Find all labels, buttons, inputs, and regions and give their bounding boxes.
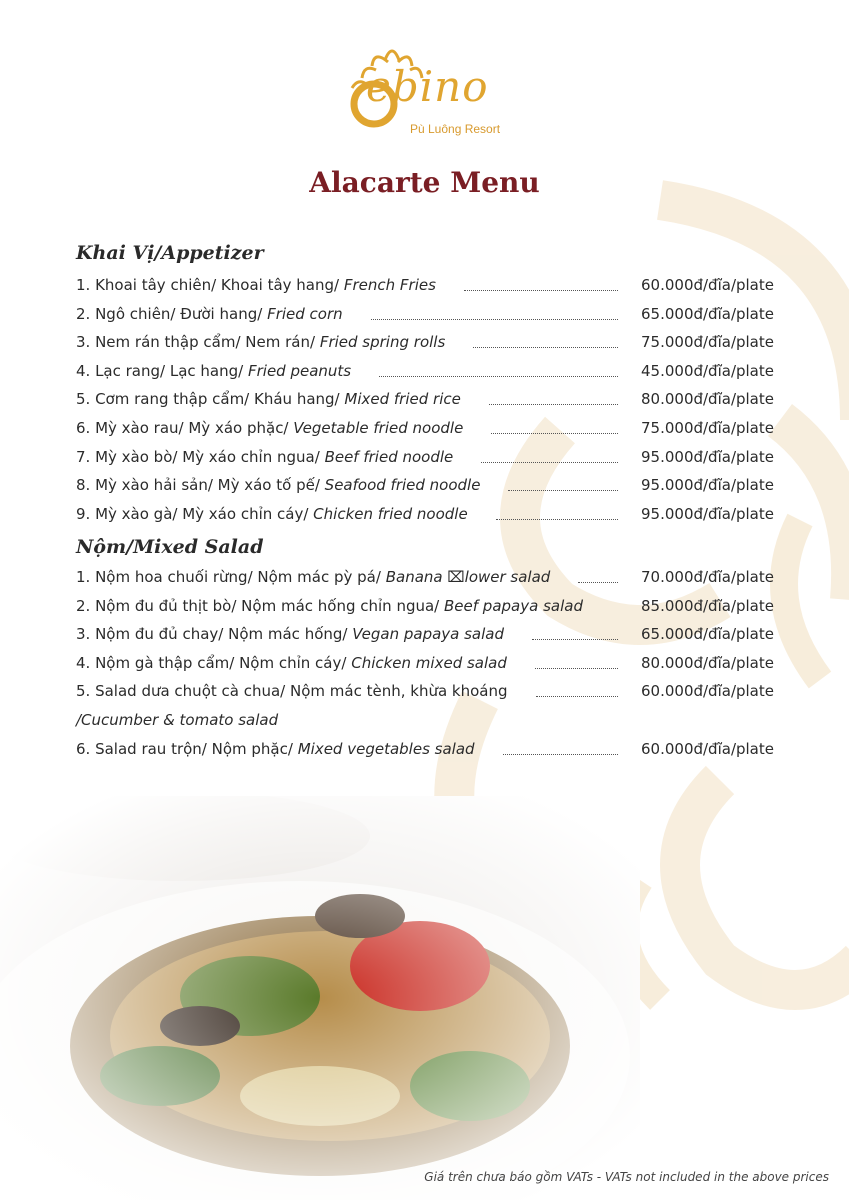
menu-item-price: 60.000đ/đĩa/plate <box>641 276 774 294</box>
menu-item-vietnamese-name: 1. Nộm hoa chuối rừng/ Nộm mác pỳ pá/ <box>76 568 381 586</box>
menu-item-row <box>76 390 774 414</box>
menu-item-price: 75.000đ/đĩa/plate <box>641 333 774 352</box>
menu-item-vietnamese-name: 6. Salad rau trộn/ Nộm phặc/ <box>76 739 293 758</box>
dot-leader <box>491 433 618 434</box>
dot-leader <box>489 404 618 405</box>
salad-photo <box>0 796 640 1200</box>
menu-item-name <box>76 448 453 466</box>
menu-item-vietnamese-name: 5. Cơm rang thập cẩm/ Kháu hang/ <box>76 390 340 409</box>
menu-item-english-name: Chicken mixed salad <box>351 653 507 672</box>
menu-item-price: 95.000đ/đĩa/plate <box>641 447 774 466</box>
menu-item-price: 60.000đ/đĩa/plate <box>641 682 774 701</box>
menu-item-vietnamese-name: 2. Nộm đu đủ thịt bò/ Nộm mác hống chỉn ngua/ <box>76 596 440 615</box>
dot-leader <box>535 668 618 669</box>
menu-item-english-name: French Fries <box>343 276 436 294</box>
menu-item-name <box>76 682 508 700</box>
menu-item-english-name: Fried spring rolls <box>319 333 446 352</box>
menu-item-row <box>76 654 774 678</box>
menu-item-name <box>76 568 550 586</box>
menu-item-row <box>76 682 774 706</box>
menu-item-name <box>76 333 445 351</box>
vat-footnote: Giá trên chưa báo gồm VATs - VATs not included in the above prices <box>424 1170 829 1184</box>
menu-item-price: 45.000đ/đĩa/plate <box>641 361 774 380</box>
page-title: Alacarte Menu <box>309 166 540 199</box>
menu-item-name <box>76 419 463 437</box>
menu-item-vietnamese-name: 4. Nộm gà thập cẩm/ Nộm chỉn cáy/ <box>76 653 347 672</box>
menu-item-vietnamese-name: 1. Khoai tây chiên/ Khoai tây hang/ <box>76 276 340 294</box>
menu-item-row <box>76 740 774 764</box>
brand-name: ebino <box>366 62 489 111</box>
brand-wordmark <box>366 62 489 111</box>
dot-leader <box>481 462 618 463</box>
menu-item-vietnamese-name: 3. Nem rán thập cẩm/ Nem rán/ <box>76 333 316 352</box>
menu-item-row <box>76 597 774 621</box>
menu-item-english-name: Fried peanuts <box>247 361 352 380</box>
menu-item-price: 75.000đ/đĩa/plate <box>641 419 774 437</box>
section-title-appetizer: Khai Vị/Appetizer <box>76 242 264 264</box>
menu-item-price: 95.000đ/đĩa/plate <box>641 476 774 495</box>
dot-leader <box>371 319 618 320</box>
dot-leader <box>464 290 618 291</box>
dot-leader <box>379 376 618 377</box>
menu-item-row <box>76 362 774 386</box>
menu-item-row <box>76 448 774 472</box>
menu-item-english-name: Mixed vegetables salad <box>297 739 475 758</box>
dot-leader <box>473 347 618 348</box>
menu-item-row <box>76 305 774 329</box>
menu-item-english-name: Seafood fried noodle <box>324 476 481 495</box>
menu-item-continuation: /Cucumber & tomato salad <box>76 711 279 729</box>
menu-item-english-name: Banana ⌧lower salad <box>385 568 551 586</box>
dot-leader <box>508 490 618 491</box>
dot-leader <box>578 582 618 583</box>
menu-item-vietnamese-name: 5. Salad dưa chuột cà chua/ Nộm mác tènh, khừa khoáng <box>76 682 508 701</box>
menu-item-row <box>76 419 774 443</box>
menu-item-price: 95.000đ/đĩa/plate <box>641 504 774 523</box>
menu-item-price: 70.000đ/đĩa/plate <box>641 568 774 586</box>
menu-item-name <box>76 625 504 643</box>
menu-item-price: 80.000đ/đĩa/plate <box>641 653 774 672</box>
menu-item-name <box>76 276 436 294</box>
menu-item-row <box>76 333 774 357</box>
menu-item-row <box>76 505 774 529</box>
menu-item-price: 65.000đ/đĩa/plate <box>641 625 774 644</box>
menu-item-vietnamese-name: 7. Mỳ xào bò/ Mỳ xáo chỉn ngua/ <box>76 447 320 466</box>
dot-leader <box>532 639 618 640</box>
menu-item-vietnamese-name: 2. Ngô chiên/ Đười hang/ <box>76 304 263 323</box>
menu-item-vietnamese-name: 4. Lạc rang/ Lạc hang/ <box>76 361 244 380</box>
menu-item-price: 85.000đ/đĩa/plate <box>641 596 774 615</box>
menu-item-name <box>76 740 475 758</box>
menu-item-vietnamese-name: 8. Mỳ xào hải sản/ Mỳ xáo tố pế/ <box>76 476 320 495</box>
menu-item-price: 80.000đ/đĩa/plate <box>641 390 774 409</box>
menu-item-name <box>76 476 480 494</box>
menu-item-row <box>76 568 774 592</box>
brand-subtitle: Pù Luông Resort <box>410 122 501 136</box>
dot-leader <box>496 519 618 520</box>
dot-leader <box>503 754 618 755</box>
section-title-salad: Nộm/Mixed Salad <box>76 536 264 558</box>
menu-item-name <box>76 362 351 380</box>
menu-item-vietnamese-name: 9. Mỳ xào gà/ Mỳ xáo chỉn cáy/ <box>76 504 309 523</box>
menu-item-row <box>76 476 774 500</box>
menu-item-english-name: Chicken fried noodle <box>313 504 468 523</box>
menu-item-vietnamese-name: 3. Nộm đu đủ chay/ Nộm mác hống/ <box>76 625 348 644</box>
menu-item-name <box>76 305 343 323</box>
menu-item-name <box>76 505 468 523</box>
menu-item-english-name: Beef fried noodle <box>324 447 454 466</box>
menu-item-english-name: Beef papaya salad <box>444 596 583 615</box>
menu-item-name <box>76 390 461 408</box>
menu-item-row <box>76 625 774 649</box>
menu-item-row <box>76 276 774 300</box>
menu-item-english-name: Vegetable fried noodle <box>293 419 464 437</box>
dot-leader <box>536 696 618 697</box>
menu-item-english-name: Fried corn <box>267 304 343 323</box>
menu-item-vietnamese-name: 6. Mỳ xào rau/ Mỳ xáo phặc/ <box>76 419 289 437</box>
menu-item-price: 60.000đ/đĩa/plate <box>641 739 774 758</box>
menu-item-name <box>76 597 583 615</box>
menu-item-english-name: Mixed fried rice <box>344 390 461 409</box>
menu-item-english-name: Vegan papaya salad <box>352 625 505 644</box>
menu-item-name <box>76 654 507 672</box>
menu-item-price: 65.000đ/đĩa/plate <box>641 304 774 323</box>
